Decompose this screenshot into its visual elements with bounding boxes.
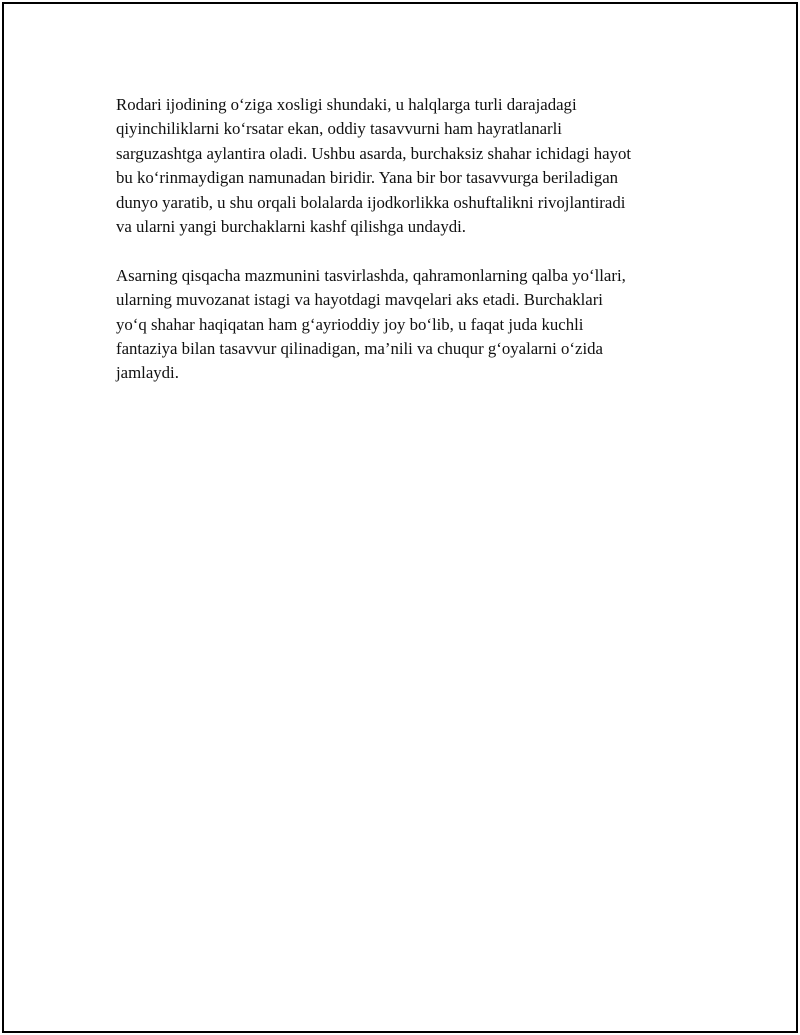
paragraph-line: va ularni yangi burchaklarni kashf qilishga undaydi. [116, 217, 466, 237]
paragraph-line: Rodari ijodining o‘ziga xosligi shundaki, u halqlarga turli darajadagi [116, 95, 577, 114]
paragraph-line: sarguzashtga aylantira oladi. Ushbu asarda, burchaksiz shahar ichidagi hayot [116, 143, 632, 163]
paragraph-1 [116, 93, 696, 239]
paragraph-line: qiyinchiliklarni ko‘rsatar ekan, oddiy tasavvurni ham hayratlanarli [116, 119, 562, 139]
paragraph-line: bu ko‘rinmaydigan namunadan biridir. Yana bir bor tasavvurga beriladigan [116, 168, 619, 188]
paragraph-line: yo‘q shahar haqiqatan ham g‘ayrioddiy joy bo‘lib, u faqat juda kuchli [116, 314, 584, 334]
paragraph-line: fantaziya bilan tasavvur qilinadigan, ma’nili va chuqur g‘oyalarni o‘zida [116, 339, 603, 359]
paragraph-2 [116, 264, 696, 386]
paragraph-line: Asarning qisqacha mazmunini tasvirlashda, qahramonlarning qalba yo‘llari, [116, 265, 626, 285]
paragraph-line: dunyo yaratib, u shu orqali bolalarda ijodkorlikka oshuftalikni rivojlantiradi [116, 192, 626, 212]
paragraph-line: jamlaydi. [116, 363, 179, 383]
document-body [116, 93, 696, 410]
paragraph-line: ularning muvozanat istagi va hayotdagi mavqelari aks etadi. Burchaklari [116, 290, 603, 310]
